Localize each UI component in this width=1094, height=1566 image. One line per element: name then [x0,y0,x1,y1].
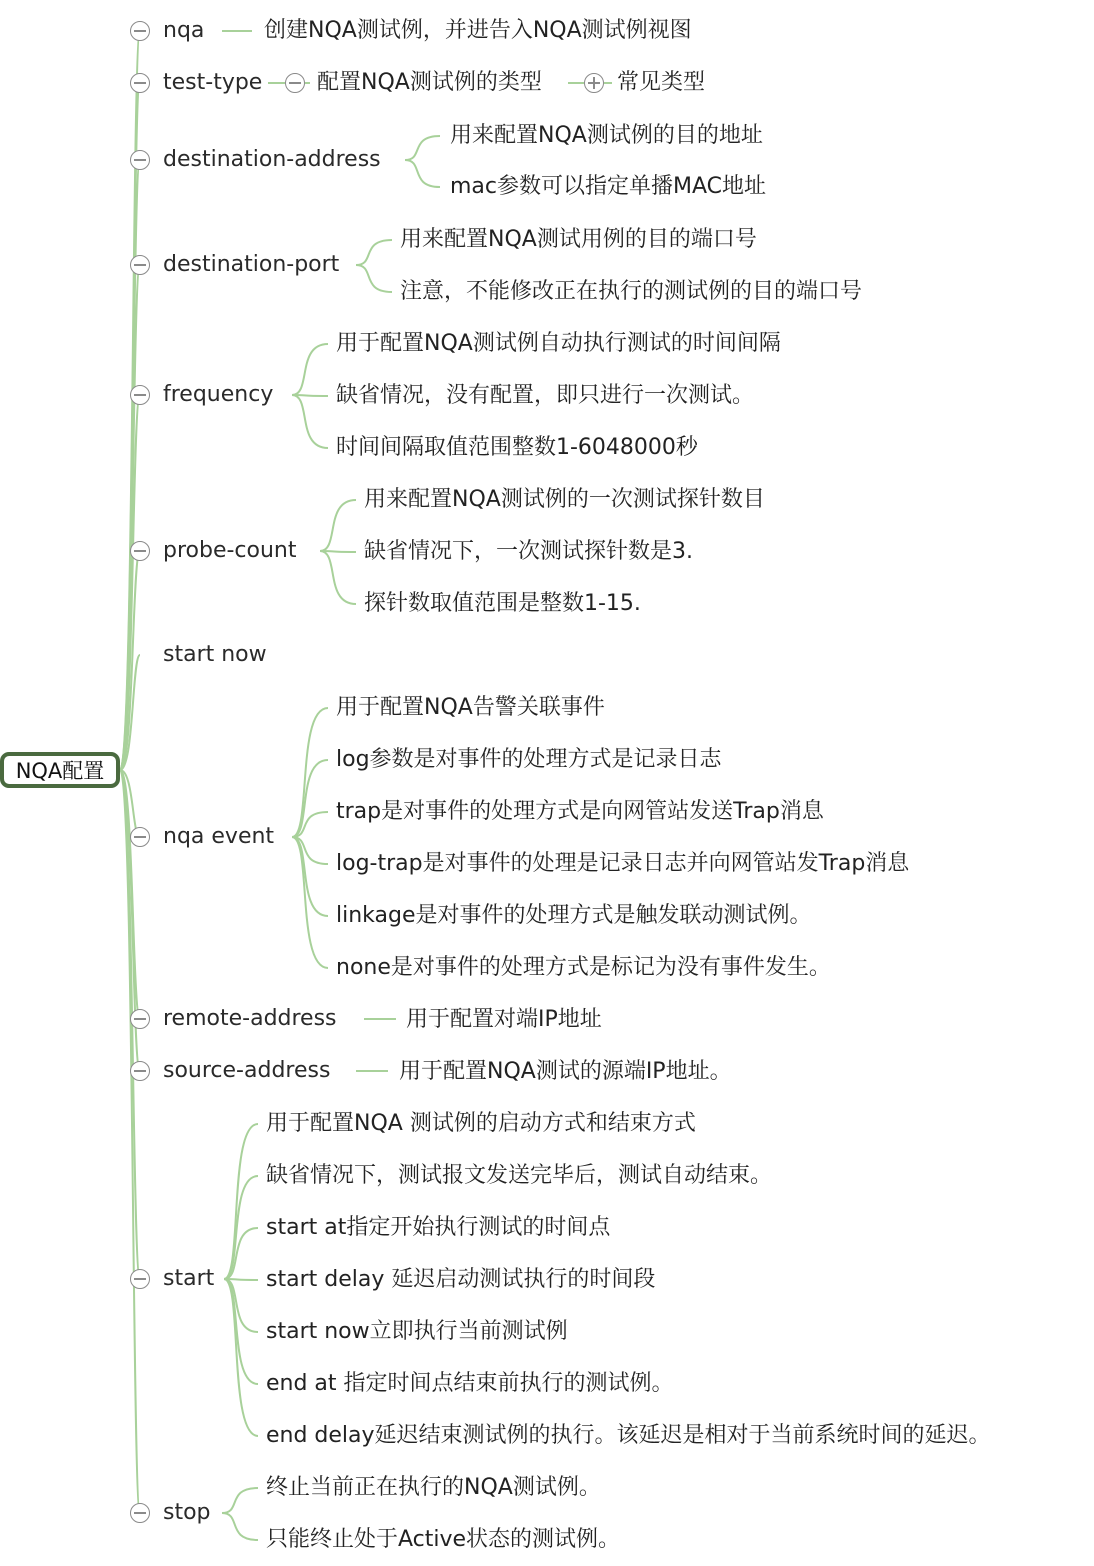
branch-probe-count[interactable]: probe-count [163,538,297,563]
collapse-toggle-icon[interactable] [130,255,150,275]
branch-start-now[interactable]: start now [163,642,267,667]
leaf-node: start now立即执行当前测试例 [266,1319,568,1344]
collapse-toggle-icon[interactable] [130,1061,150,1081]
collapse-toggle-icon[interactable] [130,1009,150,1029]
branch-destination-port[interactable]: destination-port [163,252,340,277]
leaf-node: 缺省情况，没有配置，即只进行一次测试。 [336,383,755,408]
branch-test-type[interactable]: test-type [163,70,263,95]
collapse-toggle-icon[interactable] [130,541,150,561]
leaf-node: 时间间隔取值范围整数1-6048000秒 [336,435,698,460]
root-label: NQA配置 [15,759,105,783]
leaf-node: start at指定开始执行测试的时间点 [266,1215,611,1240]
leaf-node: 用来配置NQA测试用例的目的端口号 [400,227,757,252]
leaf-node: end delay延迟结束测试例的执行。该延迟是相对于当前系统时间的延迟。 [266,1423,991,1448]
leaf-node: log-trap是对事件的处理是记录日志并向网管站发Trap消息 [336,851,910,876]
leaf-node: 用于配置NQA 测试例的启动方式和结束方式 [266,1111,696,1136]
leaf-node-collapsed[interactable]: 常见类型 [617,70,706,95]
collapse-toggle-icon[interactable] [285,73,305,93]
leaf-node: 缺省情况下，一次测试探针数是3. [364,539,693,564]
collapse-toggle-icon[interactable] [130,385,150,405]
leaf-node: linkage是对事件的处理方式是触发联动测试例。 [336,903,812,928]
collapse-toggle-icon[interactable] [130,150,150,170]
connector-line [405,160,440,187]
leaf-node: 缺省情况下，测试报文发送完毕后，测试自动结束。 [266,1163,773,1188]
connector-line [356,240,392,265]
leaf-node: 用来配置NQA测试例的目的地址 [450,123,763,148]
leaf-node: 创建NQA测试例，并进告入NQA测试例视图 [264,18,692,43]
branch-remote-address[interactable]: remote-address [163,1006,337,1031]
leaf-node: 注意，不能修改正在执行的测试例的目的端口号 [400,279,863,304]
collapse-toggle-icon[interactable] [130,1269,150,1289]
leaf-node: 用于配置NQA测试例自动执行测试的时间间隔 [336,331,781,356]
branch-nqa-event[interactable]: nqa event [163,824,275,849]
expand-toggle-icon[interactable] [584,73,604,93]
leaf-node: 用来配置NQA测试例的一次测试探针数目 [364,487,765,512]
connector-line [405,136,440,160]
connector-line [292,837,328,916]
leaf-node: 用于配置NQA告警关联事件 [336,695,605,720]
leaf-node: trap是对事件的处理方式是向网管站发送Trap消息 [336,799,824,824]
collapse-toggle-icon[interactable] [130,21,150,41]
branch-start[interactable]: start [163,1266,215,1291]
connector-line [292,837,328,968]
leaf-node: mac参数可以指定单播MAC地址 [450,174,767,199]
branch-stop[interactable]: stop [163,1500,211,1525]
leaf-node: end at 指定时间点结束前执行的测试例。 [266,1371,674,1396]
leaf-node: start delay 延迟启动测试执行的时间段 [266,1267,656,1292]
connector-line [320,500,356,551]
branch-destination-address[interactable]: destination-address [163,147,381,172]
connector-line [222,1488,258,1513]
connector-line [292,760,328,837]
collapse-toggle-icon[interactable] [130,827,150,847]
connector-line [224,1176,258,1279]
connector-line [222,1513,258,1540]
collapse-toggle-icon[interactable] [130,1503,150,1523]
leaf-node: 只能终止处于Active状态的测试例。 [266,1527,621,1552]
branch-frequency[interactable]: frequency [163,382,274,407]
leaf-node: log参数是对事件的处理方式是记录日志 [336,747,722,772]
connector-line [320,551,356,604]
branch-source-address[interactable]: source-address [163,1058,331,1083]
leaf-node: 配置NQA测试例的类型 [317,70,542,95]
leaf-node: 终止当前正在执行的NQA测试例。 [266,1475,601,1500]
leaf-node: none是对事件的处理方式是标记为没有事件发生。 [336,955,831,980]
collapse-toggle-icon[interactable] [130,73,150,93]
branch-nqa[interactable]: nqa [163,18,205,43]
connector-line [292,344,328,395]
root-node[interactable] [0,752,120,788]
connector-line [356,265,392,292]
connector-line [292,395,328,448]
leaf-node: 探针数取值范围是整数1-15. [364,591,641,616]
leaf-node: 用于配置NQA测试的源端IP地址。 [399,1059,732,1084]
leaf-node: 用于配置对端IP地址 [406,1007,602,1032]
